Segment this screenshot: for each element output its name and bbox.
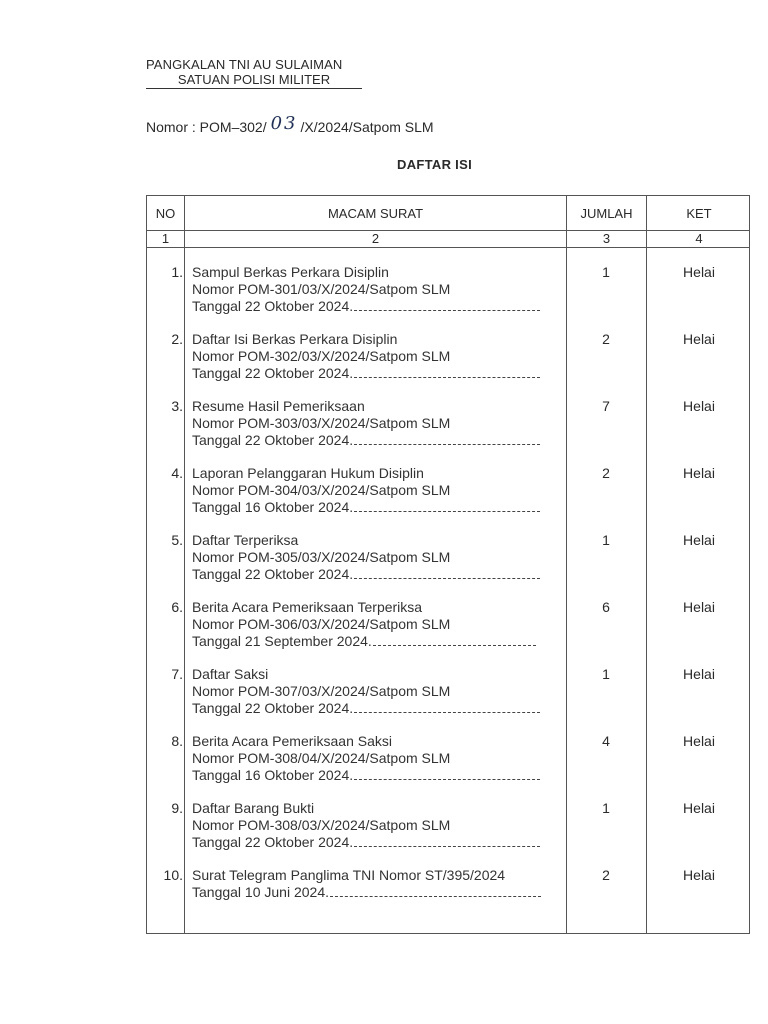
document-number-suffix: /X/2024/Satpom SLM [300, 119, 434, 135]
row-description-text: Resume Hasil Pemeriksaan [192, 398, 365, 414]
row-description-line [192, 800, 540, 817]
row-description-text: Nomor POM-305/03/X/2024/Satpom SLM [192, 549, 451, 565]
row-jumlah: 1 [602, 264, 610, 280]
row-description-text: Nomor POM-303/03/X/2024/Satpom SLM [192, 415, 451, 431]
row-number: 1. [171, 264, 183, 280]
row-description-line [192, 750, 540, 767]
row-number: 7. [171, 666, 183, 682]
row-description-line [192, 767, 540, 784]
table-row [147, 532, 749, 592]
row-description-line [192, 683, 540, 700]
row-description-text: Nomor POM-302/03/X/2024/Satpom SLM [192, 348, 451, 364]
row-description-line [192, 867, 541, 884]
row-description-text: Nomor POM-307/03/X/2024/Satpom SLM [192, 683, 451, 699]
row-number: 2. [171, 331, 183, 347]
dashed-fill-line [354, 568, 540, 579]
page-title: DAFTAR ISI [397, 157, 472, 172]
dashed-fill-line [354, 836, 540, 847]
row-description [192, 465, 540, 516]
row-description-line [192, 398, 540, 415]
row-description-text: Tanggal 22 Oktober 2024. [192, 834, 354, 850]
row-jumlah: 1 [602, 532, 610, 548]
row-description-line [192, 465, 540, 482]
row-description-text: Sampul Berkas Perkara Disiplin [192, 264, 389, 280]
row-description [192, 398, 540, 449]
row-description-line [192, 700, 540, 717]
row-number: 9. [171, 800, 183, 816]
row-description [192, 331, 540, 382]
row-description-text: Surat Telegram Panglima TNI Nomor ST/395/2024 [192, 867, 506, 883]
row-jumlah: 2 [602, 331, 610, 347]
header-no: NO [155, 206, 176, 221]
table-row [147, 599, 749, 659]
dashed-fill-line [354, 367, 540, 378]
row-description-text: Tanggal 22 Oktober 2024. [192, 365, 354, 381]
table-row [147, 264, 749, 324]
row-description-line [192, 633, 536, 650]
row-description-line [192, 616, 536, 633]
row-ket: Helai [683, 666, 715, 682]
dashed-fill-line [373, 635, 536, 646]
row-jumlah: 2 [602, 465, 610, 481]
row-description-line [192, 365, 540, 382]
row-description-line [192, 532, 540, 549]
row-jumlah: 1 [602, 666, 610, 682]
row-description [192, 867, 541, 901]
row-jumlah: 4 [602, 733, 610, 749]
document-number-prefix: Nomor : POM–302/ [146, 119, 267, 135]
row-number: 8. [171, 733, 183, 749]
row-number: 3. [171, 398, 183, 414]
row-description-line [192, 817, 540, 834]
row-jumlah: 1 [602, 800, 610, 816]
row-ket: Helai [683, 800, 715, 816]
row-description-text: Laporan Pelanggaran Hukum Disiplin [192, 465, 424, 481]
letterhead-line-1: PANGKALAN TNI AU SULAIMAN [146, 57, 343, 72]
row-description-line [192, 415, 540, 432]
row-ket: Helai [683, 331, 715, 347]
table-row [147, 666, 749, 726]
row-description-line [192, 666, 540, 683]
header-ket: KET [686, 206, 712, 221]
row-description-text: Berita Acara Pemeriksaan Terperiksa [192, 599, 423, 615]
row-description [192, 733, 540, 784]
letterhead-line-2: SATUAN POLISI MILITER [146, 72, 362, 89]
row-description-text: Nomor POM-304/03/X/2024/Satpom SLM [192, 482, 451, 498]
table-row [147, 331, 749, 391]
row-description-text: Tanggal 21 September 2024. [192, 633, 372, 649]
row-description-line [192, 331, 540, 348]
header-jumlah: JUMLAH [580, 206, 633, 221]
letterhead [146, 57, 362, 89]
row-description-text: Nomor POM-306/03/X/2024/Satpom SLM [192, 616, 451, 632]
row-ket: Helai [683, 867, 715, 883]
row-ket: Helai [683, 398, 715, 414]
dashed-fill-line [354, 300, 540, 311]
row-description-line [192, 566, 540, 583]
dashed-fill-line [330, 886, 541, 897]
row-description [192, 599, 536, 650]
header-macam-surat: MACAM SURAT [327, 206, 424, 221]
column-number-2: 2 [371, 231, 380, 246]
row-ket: Helai [683, 733, 715, 749]
row-description-text: Tanggal 16 Oktober 2024. [192, 499, 354, 515]
table-row [147, 800, 749, 860]
row-description-line [192, 264, 540, 281]
column-number-4: 4 [695, 231, 703, 246]
row-description-line [192, 599, 536, 616]
row-description-text: Tanggal 10 Juni 2024. [192, 884, 329, 900]
row-description-text: Daftar Saksi [192, 666, 269, 682]
table-row [147, 398, 749, 458]
row-number: 5. [171, 532, 183, 548]
dashed-fill-line [354, 434, 540, 445]
row-description-line [192, 482, 540, 499]
row-description-line [192, 348, 540, 365]
row-jumlah: 6 [602, 599, 610, 615]
row-description [192, 264, 540, 315]
dashed-fill-line [354, 501, 540, 512]
row-description-line [192, 884, 541, 901]
row-description [192, 666, 540, 717]
row-description-line [192, 834, 540, 851]
handwritten-number: 03 [270, 113, 298, 134]
row-number: 6. [171, 599, 183, 615]
table-row [147, 465, 749, 525]
row-jumlah: 7 [602, 398, 610, 414]
row-description-line [192, 499, 540, 516]
row-description-line [192, 733, 540, 750]
row-ket: Helai [683, 465, 715, 481]
row-description-text: Tanggal 22 Oktober 2024. [192, 566, 354, 582]
column-number-divider [147, 247, 749, 248]
row-description-text: Tanggal 16 Oktober 2024. [192, 767, 354, 783]
dashed-fill-line [354, 702, 540, 713]
row-description-text: Nomor POM-301/03/X/2024/Satpom SLM [192, 281, 451, 297]
dashed-fill-line [354, 769, 540, 780]
column-number-3: 3 [602, 231, 611, 246]
row-description-text: Daftar Barang Bukti [192, 800, 315, 816]
row-description-text: Tanggal 22 Oktober 2024. [192, 432, 354, 448]
row-ket: Helai [683, 264, 715, 280]
row-description-text: Nomor POM-308/03/X/2024/Satpom SLM [192, 817, 451, 833]
row-ket: Helai [683, 599, 715, 615]
row-description-line [192, 298, 540, 315]
row-number: 4. [171, 465, 183, 481]
row-description-text: Tanggal 22 Oktober 2024. [192, 700, 354, 716]
row-description-text: Daftar Isi Berkas Perkara Disiplin [192, 331, 398, 347]
row-description [192, 532, 540, 583]
row-description-line [192, 432, 540, 449]
row-description-line [192, 549, 540, 566]
row-description-text: Nomor POM-308/04/X/2024/Satpom SLM [192, 750, 451, 766]
row-ket: Helai [683, 532, 715, 548]
contents-table [146, 195, 750, 934]
table-row [147, 733, 749, 793]
row-description-text: Daftar Terperiksa [192, 532, 299, 548]
row-description [192, 800, 540, 851]
row-description-line [192, 281, 540, 298]
document-number [146, 113, 434, 137]
row-description-text: Berita Acara Pemeriksaan Saksi [192, 733, 392, 749]
table-row [147, 867, 749, 927]
row-jumlah: 2 [602, 867, 610, 883]
row-number: 10. [163, 867, 183, 883]
column-number-1: 1 [161, 231, 170, 246]
row-description-text: Tanggal 22 Oktober 2024. [192, 298, 354, 314]
